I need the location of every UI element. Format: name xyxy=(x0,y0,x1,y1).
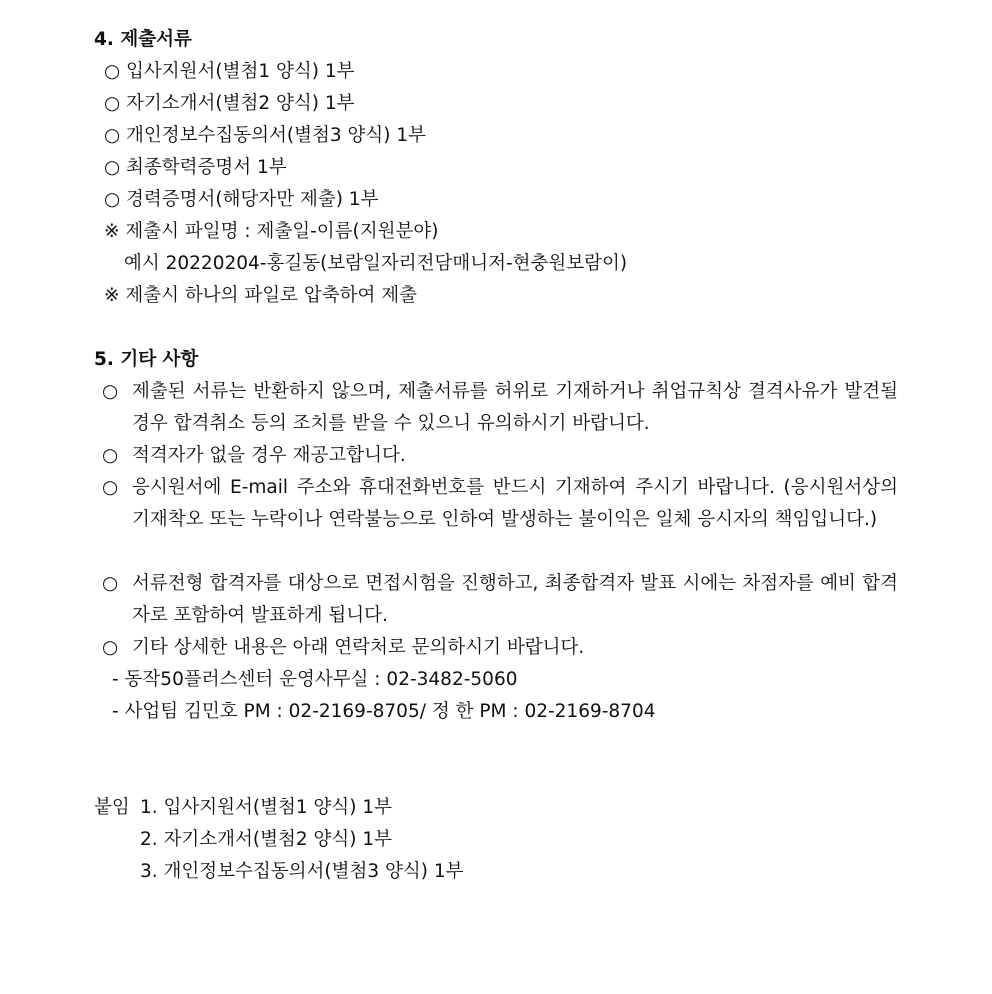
section4-title: 4. 제출서류 xyxy=(94,29,192,50)
section5-para-documents: 제출된 서류는 반환하지 않으며, 제출서류를 허위로 기재하거나 취업규칙상 결격사유가 발견될 경우 합격취소 등의 조치를 받을 수 있으니 유의하시기 바랍니다. xyxy=(132,381,898,434)
attachment-item-1: 1. 입사지원서(별첨1 양식) 1부 xyxy=(140,797,392,818)
section5-bullet-5: ○ xyxy=(102,637,119,658)
section4-note-filename: ※ 제출시 파일명 : 제출일-이름(지원분야) xyxy=(104,221,439,242)
section4-item-5: ○ 경력증명서(해당자만 제출) 1부 xyxy=(104,189,379,210)
section4-example: 예시 20220204-홍길동(보람일자리전담매니저-현충원보람이) xyxy=(124,253,628,274)
section5-bullet-4: ○ xyxy=(102,573,119,594)
section5-para-interview: 서류전형 합격자를 대상으로 면접시험을 진행하고, 최종합격자 발표 시에는 차점자를 예비 합격자로 포함하여 발표하게 됩니다. xyxy=(132,573,898,626)
section4-item-2: ○ 자기소개서(별첨2 양식) 1부 xyxy=(104,93,355,114)
section4-note-compress: ※ 제출시 하나의 파일로 압축하여 제출 xyxy=(104,285,417,306)
section4-item-4: ○ 최종학력증명서 1부 xyxy=(104,157,287,178)
section5-bullet-1: ○ xyxy=(102,381,119,402)
section5-contact-team: - 사업팀 김민호 PM : 02-2169-8705/ 정 한 PM : 02-2169-8704 xyxy=(112,701,656,722)
section5-para-inquiry: 기타 상세한 내용은 아래 연락처로 문의하시기 바랍니다. xyxy=(132,637,585,658)
section4-item-1: ○ 입사지원서(별첨1 양식) 1부 xyxy=(104,61,355,82)
attachment-item-2: 2. 자기소개서(별첨2 양식) 1부 xyxy=(140,829,392,850)
section5-title: 5. 기타 사항 xyxy=(94,349,199,370)
section5-bullet-2: ○ xyxy=(102,445,119,466)
section5-para-repost: 적격자가 없을 경우 재공고합니다. xyxy=(132,445,406,466)
section5-para-contact-info: 응시원서에 E-mail 주소와 휴대전화번호를 반드시 기재하여 주시기 바랍니다. (응시원서상의 기재착오 또는 누락이나 연락불능으로 인하여 발생하는 불이익은 일체 응시자의 책임입니다.) xyxy=(132,477,898,530)
section4-item-3: ○ 개인정보수집동의서(별첨3 양식) 1부 xyxy=(104,125,426,146)
section5-contact-office: - 동작50플러스센터 운영사무실 : 02-3482-5060 xyxy=(112,669,518,690)
attachment-item-3: 3. 개인정보수집동의서(별첨3 양식) 1부 xyxy=(140,861,464,882)
section5-bullet-3: ○ xyxy=(102,477,119,498)
attachments-label: 붙임 xyxy=(94,797,130,818)
